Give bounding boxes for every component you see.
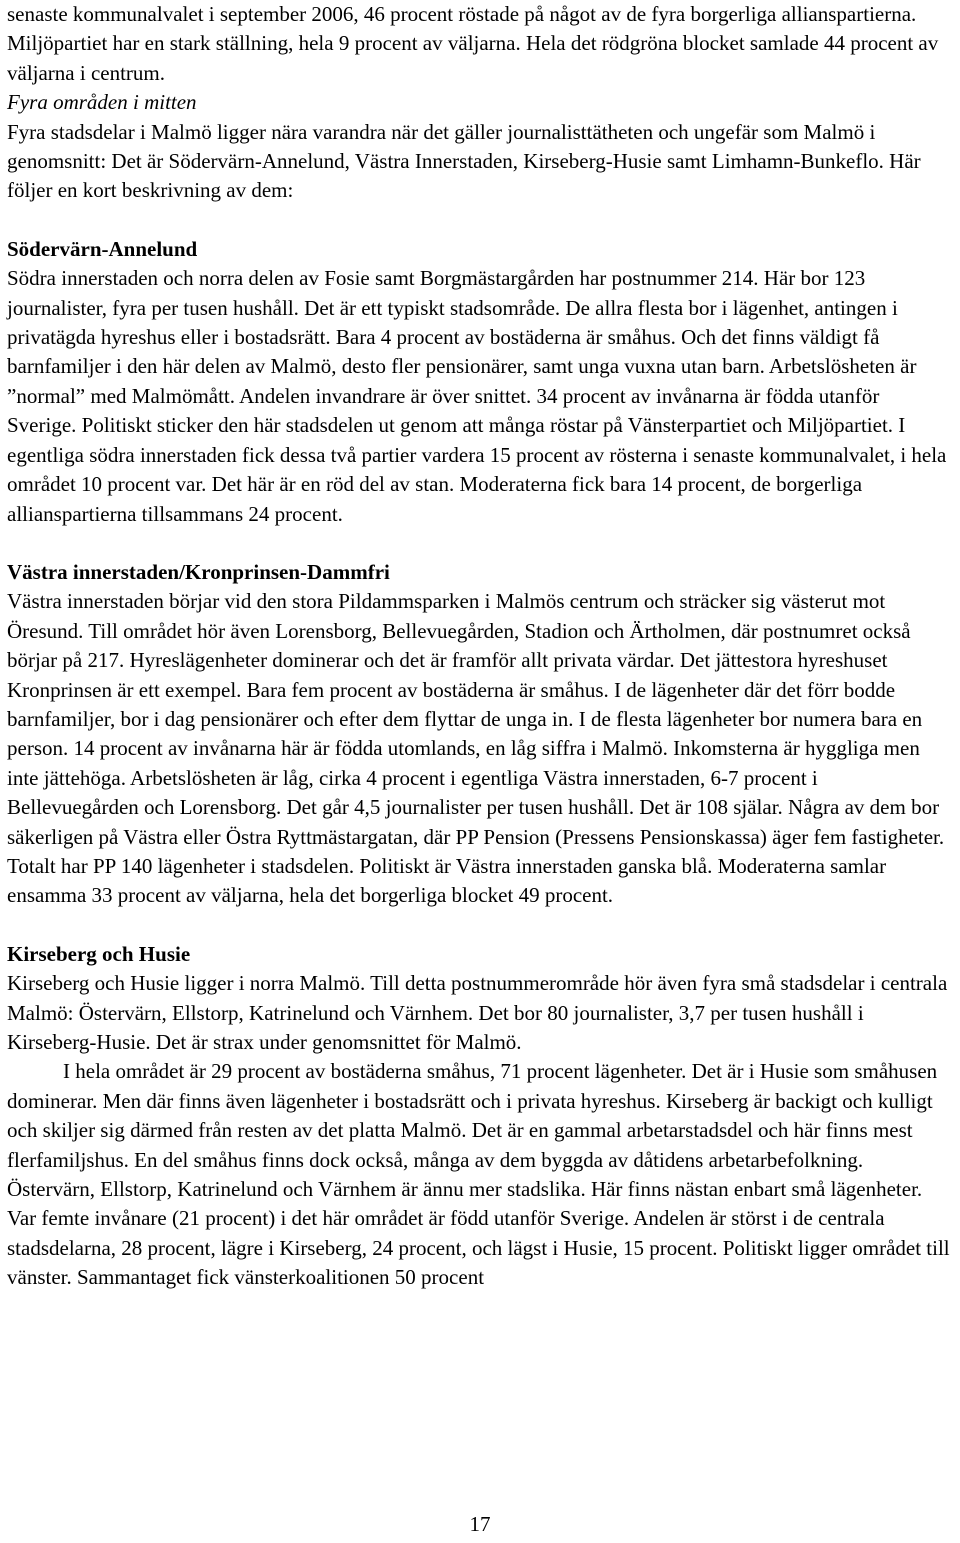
section-paragraph-kirseberg-1: Kirseberg och Husie ligger i norra Malmö. Till detta postnummerområde hör även fyra små stadsdelar i centrala Malmö: Östervärn, Ellstorp, Katrinelund och Värnhem. Det bor 80 journalister, 3,7 per tusen hushåll i Kirseberg-Husie. Det är strax under genomsnittet för Malmö. bbox=[7, 971, 948, 1054]
section-heading-middle: Fyra områden i mitten bbox=[7, 90, 197, 115]
section-heading-vastra: Västra innerstaden/Kronprinsen-Dammfri bbox=[7, 559, 390, 584]
intro-paragraph: senaste kommunalvalet i september 2006, 46 procent röstade på något av de fyra borgerliga allianspartierna. Miljöpartiet har en stark ställning, hela 9 procent av väljarna. Hela det rödgröna blocket samlade 44 procent av väljarna i centrum. bbox=[7, 2, 939, 85]
section-paragraph-vastra: Västra innerstaden börjar vid den stora Pildammsparken i Malmös centrum och sträcker sig västerut mot Öresund. Till området hör även Lorensborg, Bellevuegården, Stadion och Ärtholmen, där postnumret också börjar på 217. Hyreslägenheter dominerar och det är framför allt privata värdar. Det jättestora hyreshuset Kronprinsen är ett exempel. Bara fem procent av bostäderna är småhus. I de lägenheter där det förr bodde barnfamiljer, bor i dag pensionärer och efter dem flyttar de unga in. I de flesta lägenheter bor numera bara en person. 14 procent av invånarna här är födda utomlands, en låg siffra i Malmö. Inkomsterna är hyggliga men inte jättehöga. Arbetslösheten är låg, cirka 4 procent i egentliga Västra innerstaden, 6-7 procent i Bellevuegården och Lorensborg. Det går 4,5 journalister per tusen hushåll. Det är 108 själar. Några av dem bor säkerligen på Västra eller Östra Ryttmästargatan, där PP Pension (Pressens Pensionskassa) äger fem fastigheter. Totalt har PP 140 lägenheter i stadsdelen. Politiskt är Västra innerstaden ganska blå. Moderaterna samlar ensamma 33 procent av väljarna, hela det borgerliga blocket 49 procent. bbox=[7, 589, 945, 908]
section-heading-sodervarn: Södervärn-Annelund bbox=[7, 236, 198, 261]
section-paragraph-sodervarn: Södra innerstaden och norra delen av Fosie samt Borgmästargården har postnummer 214. Här bor 123 journalister, fyra per tusen hushåll. Det är ett typiskt stadsområde. De allra flesta bor i lägenhet, antingen i privatägda hyreshus eller i bostadsrätt. Bara 4 procent av bostäderna är småhus. Och det finns väldigt få barnfamiljer i den här delen av Malmö, desto fler pensionärer, samt unga vuxna utan barn. Arbetslösheten är ”normal” med Malmömått. Andelen invandrare är över snittet. 34 procent av invånarna är födda utanför Sverige. Politiskt sticker den här stadsdelen ut genom att många röstar på Vänsterpartiet och Miljöpartiet. I egentliga södra innerstaden fick dessa två partier vardera 15 procent av rösterna i senaste kommunalvalet, i hela området 10 procent var. Det här är en röd del av stan. Moderaterna fick bara 14 procent, de borgerliga allianspartierna tillsammans 24 procent. bbox=[7, 266, 947, 526]
page-number: 17 bbox=[469, 1512, 491, 1536]
section-heading-kirseberg: Kirseberg och Husie bbox=[7, 941, 191, 966]
section-paragraph-kirseberg-3: Var femte invånare (21 procent) i det här området är född utanför Sverige. Andelen är störst i de centrala stadsdelarna, 28 procent, lägre i Kirseberg, 24 procent, och lägst i Husie, 15 procent. Politiskt ligger området till vänster. Sammantaget fick vänsterkoalitionen 50 procent bbox=[7, 1206, 950, 1290]
section-paragraph-kirseberg-2: I hela området är 29 procent av bostäderna småhus, 71 procent lägenheter. Det är i Husie som småhusen dominerar. Men där finns även lägenheter i bostadsrätt och i privata hyreshus. Kirseberg är backigt och kulligt och skiljer sig därmed från resten av det platta Malmö. Det är en gammal arbetarstadsdel och här finns mest flerfamiljshus. En del småhus finns dock också, många av dem byggda av dåtidens arbetarbefolkning. Östervärn, Ellstorp, Katrinelund och Värnhem är ännu mer stadslika. Här finns nästan enbart små lägenheter. bbox=[7, 1059, 938, 1202]
document-page bbox=[7, 0, 953, 1293]
section-paragraph-middle: Fyra stadsdelar i Malmö ligger nära varandra när det gäller journalisttätheten och ungefär som Malmö i genomsnitt: Det är Södervärn-Annelund, Västra Innerstaden, Kirseberg-Husie samt Limhamn-Bunkeflo. Här följer en kort beskrivning av dem: bbox=[7, 119, 921, 203]
